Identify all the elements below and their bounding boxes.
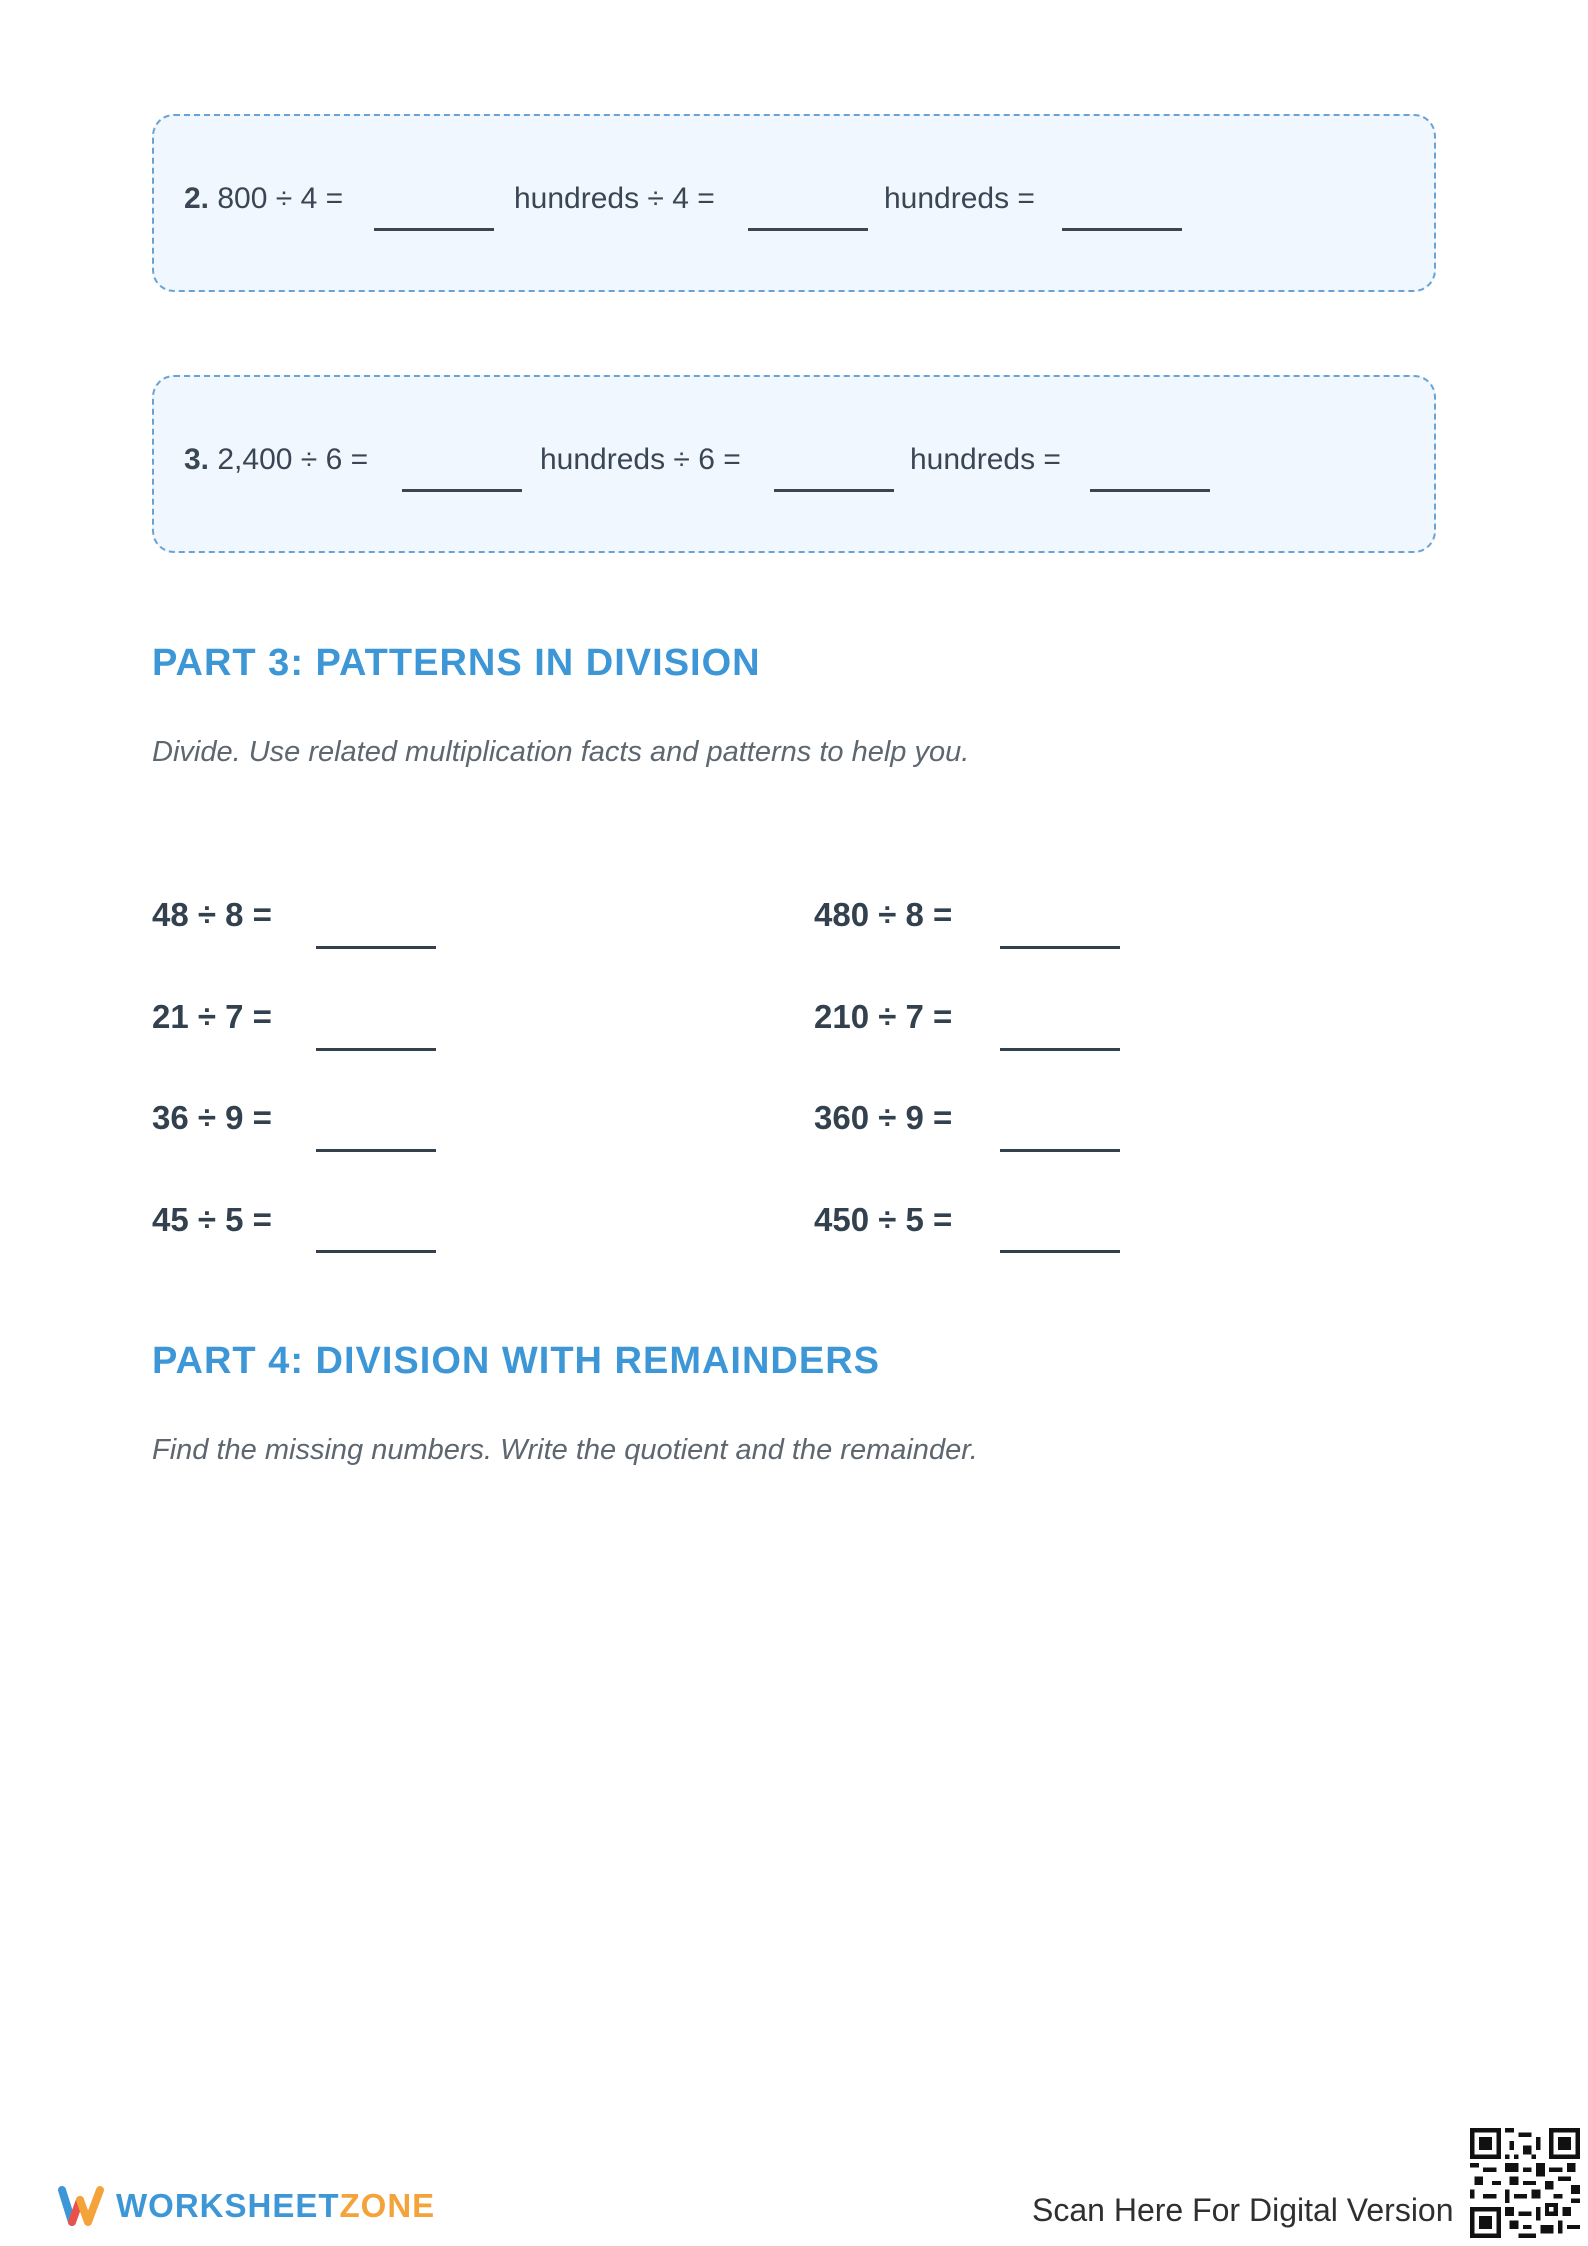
problem-2-expression: 2. 800 ÷ 4 = <box>184 182 344 215</box>
part-4-instruction: Find the missing numbers. Write the quotient and the remainder. <box>152 1434 978 1466</box>
scan-instruction: Scan Here For Digital Version <box>1032 2192 1454 2228</box>
answer-blank[interactable] <box>402 489 522 492</box>
hundreds-divide-label: hundreds ÷ 4 = <box>514 182 715 215</box>
problem-left-1: 48 ÷ 8 = <box>152 896 272 933</box>
hundreds-divide-label: hundreds ÷ 6 = <box>540 443 741 476</box>
problem-left-3: 36 ÷ 9 = <box>152 1099 272 1136</box>
logo-mark-icon <box>58 2184 104 2228</box>
answer-blank[interactable] <box>1090 489 1210 492</box>
answer-blank[interactable] <box>316 1048 436 1051</box>
answer-blank[interactable] <box>316 946 436 949</box>
answer-blank[interactable] <box>316 1250 436 1253</box>
problem-left-2: 21 ÷ 7 = <box>152 998 272 1035</box>
answer-blank[interactable] <box>774 489 894 492</box>
hundreds-equals-label: hundreds = <box>884 182 1035 215</box>
answer-blank[interactable] <box>374 228 494 231</box>
worksheetzone-logo[interactable] <box>58 2184 435 2228</box>
logo-text: WORKSHEETZONE <box>116 2187 436 2224</box>
answer-blank[interactable] <box>748 228 868 231</box>
problem-right-1: 480 ÷ 8 = <box>814 896 953 933</box>
answer-blank[interactable] <box>1000 1048 1120 1051</box>
problem-right-2: 210 ÷ 7 = <box>814 998 953 1035</box>
hundreds-equals-label: hundreds = <box>910 443 1061 476</box>
answer-blank[interactable] <box>1062 228 1182 231</box>
answer-blank[interactable] <box>1000 1149 1120 1152</box>
problem-right-3: 360 ÷ 9 = <box>814 1099 953 1136</box>
problem-3-expression: 3. 2,400 ÷ 6 = <box>184 443 369 476</box>
answer-blank[interactable] <box>1000 946 1120 949</box>
answer-blank[interactable] <box>1000 1250 1120 1253</box>
part-3-instruction: Divide. Use related multiplication facts and patterns to help you. <box>152 736 970 768</box>
problem-3-box <box>152 375 1436 553</box>
problem-left-4: 45 ÷ 5 = <box>152 1201 272 1238</box>
part-4-heading: PART 4: DIVISION WITH REMAINDERS <box>152 1340 880 1382</box>
problem-right-4: 450 ÷ 5 = <box>814 1201 953 1238</box>
problem-2-box <box>152 114 1436 292</box>
part-3-heading: PART 3: PATTERNS IN DIVISION <box>152 642 761 684</box>
qr-code-icon[interactable] <box>1470 2128 1580 2238</box>
answer-blank[interactable] <box>316 1149 436 1152</box>
